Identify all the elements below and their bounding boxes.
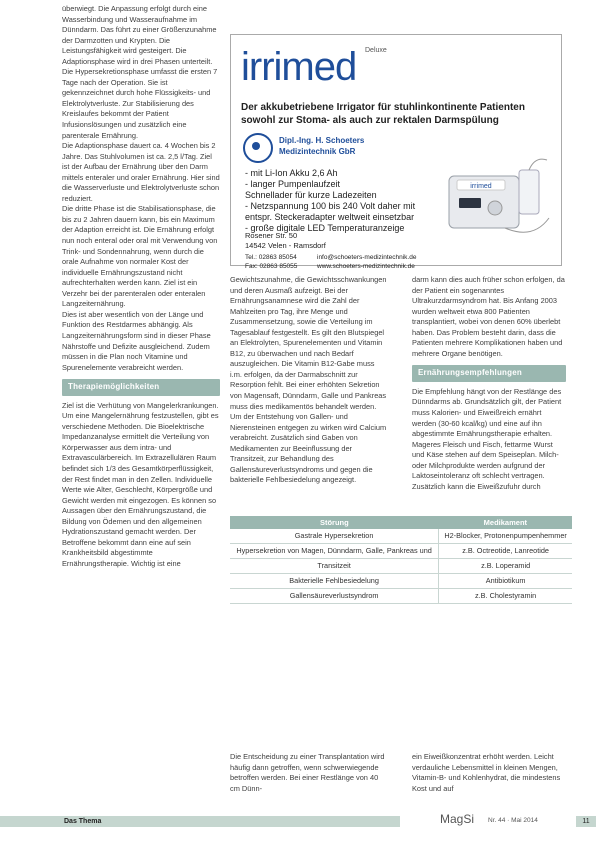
address	[245, 231, 326, 251]
fax: Fax: 02863 85055	[245, 263, 298, 270]
paragraph: Gewichtszunahme, die Gewichtsschwankungen und deren Ausmaß aufzeigt. Bei der Ernährungsanamnese wird die Zahl der Mahlzeiten pro Tag, ihre Menge und Zusammensetzung, sowie die Verteilung im Tagesablauf festgestellt. Es gilt den Blutspiegel an Elektrolyten, Spurenelementen und Vitamin B12, zu überwachen und nach Bedarf auszugleichen. Die Vitamin B12-Gabe muss i.m. erfolgen, da der Darmabschnitt zur Resorption fehlt. Bei einer erhöhten Sekretion von Magensaft, Dünndarm, Galle und Pankreas muss dies medikamentös behandelt werden. Um der Entstehung von Gallen- und Nierensteinen entgegen zu wirken wird Calcium verabreicht. Zusätzlich sind Gaben von Medikamenten zur Beeinflussung der Transitzeit, zur Behandlung des Gallensäureverlustsyndroms und gegen die bakterielle Fehlbesiedelung angezeigt.	[230, 275, 387, 485]
section-rubric: Das Thema	[64, 818, 102, 825]
feature-item: - langer Pumpenlaufzeit	[245, 179, 341, 189]
paragraph: Die Hypersekretionsphase umfasst die ersten 7 Tage nach der Operation. Sie ist gekennzeichnet durch hohe Flüssigkeits- und Elektrolytverluste. Zur Stabilisierung des Kreislaufes bekommt der Patient Infusionslösungen und zusätzlich eine parenterale Ernährung.	[62, 67, 218, 140]
right-column	[412, 275, 566, 492]
feature-list	[245, 168, 435, 234]
irrigator-device-icon	[445, 150, 555, 240]
section-heading-therapie: Therapiemöglichkeiten	[62, 379, 220, 396]
feature-item: - große digitale LED Temperaturanzeige	[245, 223, 405, 233]
table-cell: Bakterielle Fehlbesiedelung	[230, 574, 439, 589]
magazine-name: MagSi	[440, 812, 475, 826]
table-row	[230, 589, 572, 604]
feature-item: - mit Li-Ion Akku 2,6 Ah	[245, 168, 338, 178]
logo-text: irrimed	[241, 45, 357, 89]
left-column	[62, 4, 220, 569]
tel: Tel.: 02863 85054	[245, 254, 297, 261]
irrimed-logo	[241, 45, 387, 90]
table-row	[230, 559, 572, 574]
paragraph: Die Empfehlung hängt von der Restlänge des Dünndarms ab. Grundsätzlich gilt, der Patient muss Kalorien- und Eiweißreich ernährt werden (30-60 kcal/kg) und eine auf ihn abgestimmte Ernährungstherapie erhalten. Mageres Fleisch und Fisch, fettarme Wurst und Käse stehen auf dem Speiseplan. Milch- oder Milchprodukte werden aufgrund der Laktoseintoleranz oft schlecht vertragen. Zusätzlich kann die Eiweißzufuhr durch	[412, 386, 562, 491]
table-header: Störung	[230, 516, 439, 529]
table-cell: Hypersekretion von Magen, Dünndarm, Galle, Pankreas und	[230, 544, 439, 559]
city: 14542 Velen - Ramsdorf	[245, 241, 326, 250]
logo-subtext: Deluxe	[365, 47, 387, 54]
contact-block	[245, 253, 416, 271]
table-cell: z.B. Octreotide, Lanreotide	[439, 544, 572, 559]
middle-column	[230, 275, 388, 486]
firm-sub: Medizintechnik GbR	[279, 147, 356, 156]
paragraph: Die Adaptionsphase dauert ca. 4 Wochen bis 2 Jahre. Das Stuhlvolumen ist ca. 2,5 l/Tag. Ziel ist der Aufbau der Ernährung über den Darm mittels enteraler und oraler Ernährung. Hier sind die Wasserverluste und Elektrolytverluste schon reduziert.	[62, 141, 220, 203]
web-link[interactable]: www.schoeters-medizintechnik.de	[317, 263, 415, 270]
issue-label: Nr. 44 · Mai 2014	[488, 817, 538, 824]
device-label: irrimed	[470, 183, 492, 190]
table-cell: z.B. Cholestyramin	[439, 589, 572, 604]
middle-bottom-text: Die Entscheidung zu einer Transplantation wird häufig dann getroffen, wenn schwerwiegende betroffen werden. Bei einer Restlänge von 40 cm Dünn-	[230, 752, 385, 793]
paragraph: Die dritte Phase ist die Stabilisationsphase, die bis zu 2 Jahren dauern kann, bis ein Maximum der Adaption erreicht ist. Die Ernährung erfolgt nun noch enteral oder oral mit Verwendung von Trink- und Sondennahrung, wenn durch die orale Aufnahme von normaler Kost der individuelle Ernährungszustand nicht aufrechterhalten werden kann. Ziel ist ein Verzehr bei der parenteralen oder enteralen Langzeiternährung.	[62, 204, 218, 309]
paragraph: Ziel ist die Verhütung von Mangelerkrankungen. Um eine Mangelernährung festzustellen, gibt es verschiedene Methoden. Die Bioelektrische Impedanzanalyse ermittelt die Verteilung von Körperwasser aus dem intra- und Extravasculärbereich. Im Extrazellulären Raum befindet sich 1/3 des Gesamtkörperflüssigkeit, der Rest findet man in den Zellen. Individuelle Werte wie Alter, Geschlecht, Körpergröße und Gewicht werden mit eingezogen. Es können so Aussagen über den Ernährungszustand, die Bildung von Ödemen und den allgemeinen Hydrationszustand gemacht werden. Der Betroffene bekommt dann eine auf sein Krankheitsbild abgestimmte Ernährungstherapie. Wichtig ist eine	[62, 400, 219, 568]
footer-bar	[0, 816, 400, 827]
medication-table	[230, 516, 572, 604]
table-cell: H2-Blocker, Protonenpumpenhemmer	[439, 529, 572, 544]
table-row	[230, 574, 572, 589]
table-cell: z.B. Loperamid	[439, 559, 572, 574]
table-cell: Gastrale Hypersekretion	[230, 529, 439, 544]
page-number: 11	[576, 816, 596, 827]
firm-name: Dipl.-Ing. H. Schoeters	[279, 136, 365, 145]
right-bottom-text: ein Eiweißkonzentrat erhöht werden. Leicht verdauliche Lebensmittel in kleinen Mengen, Vitamin-B- und Kohlenhydrat, die mindestens Kost und auf	[412, 752, 561, 793]
table-cell: Gallensäureverlustsyndrom	[230, 589, 439, 604]
feature-item: entspr. Steckeradapter weltweit einsetzbar	[245, 212, 415, 222]
advertisement	[230, 34, 562, 270]
paragraph: überwiegt. Die Anpassung erfolgt durch eine Wasserbindung und Wasseraufnahme im Dünndarm. Das führt zu einer Größenzunahme der Darmzotten und Krypten. Die Leistungsfähigkeit wird gesteigert. Die Adaptionsphase wird in drei Phasen unterteilt.	[62, 4, 217, 66]
feature-item: Schnellader für kurze Ladezeiten	[245, 190, 377, 200]
page-footer	[0, 812, 606, 828]
feature-item: - Netzspannung 100 bis 240 Volt daher mit	[245, 201, 416, 211]
paragraph: Dies ist aber wesentlich von der Länge und Funktion des Restdarmes abhängig. Als Langzeiternährungsform sind in dieser Phase Nährstoffe und Defizite ausgleichend. Zudem müssen in die Plan noch Vitamine und Spurenelemente verabreicht werden.	[62, 309, 211, 372]
table-cell: Antibiotikum	[439, 574, 572, 589]
table-row	[230, 544, 572, 559]
email-link[interactable]: info@schoeters-medizintechnik.de	[317, 254, 417, 261]
section-heading-ernaehrung: Ernährungsempfehlungen	[412, 365, 566, 382]
table-row	[230, 529, 572, 544]
company-name	[279, 135, 364, 157]
table-cell: Transitzeit	[230, 559, 439, 574]
street: Rosener Str. 50	[245, 231, 298, 240]
paragraph: darm kann dies auch früher schon erfolgen, da der Patient ein sogenanntes Ultrakurzdarmsyndrom hat. Bis Anfang 2003 wurden weltweit etwa 800 Patienten transplantiert, wobei von denen 60% überlebt haben. Das Problem besteht darin, dass die Patienten mehrere Komplikationen haben und mehrere Organe benötigen.	[412, 275, 565, 358]
ad-headline: Der akkubetriebene Irrigator für stuhlinkontinente Patienten sowohl zur Stoma- als auch zur rektalen Darmspülung	[241, 102, 525, 126]
company-seal-icon	[243, 133, 273, 163]
table-header: Medikament	[439, 516, 572, 529]
